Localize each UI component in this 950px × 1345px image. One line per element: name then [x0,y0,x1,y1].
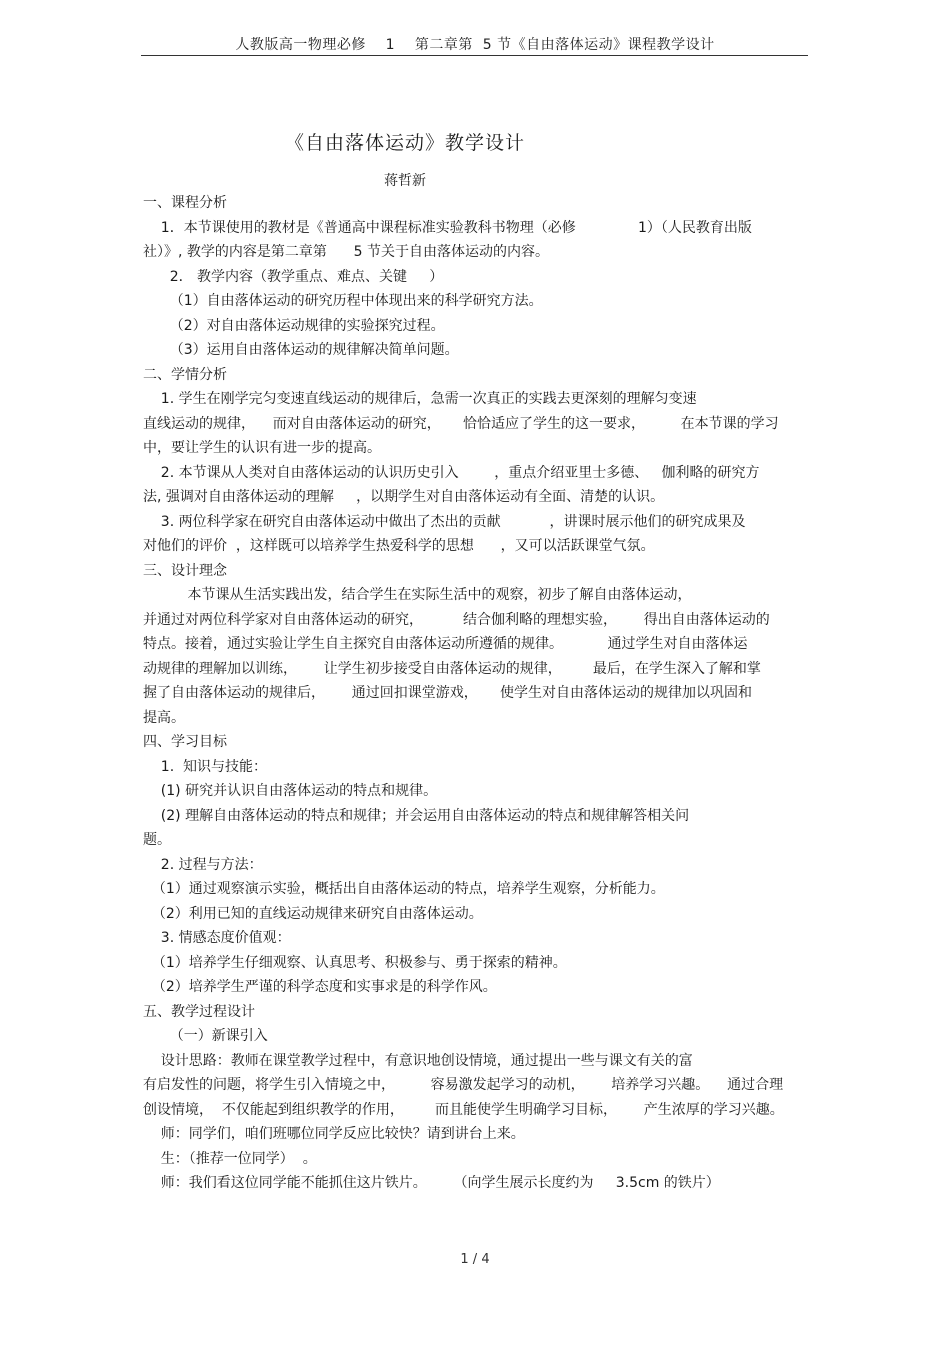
body-line: （2）对自由落体运动规律的实验探究过程。 [143,317,445,334]
body-line: （1）自由落体运动的研究历程中体现出来的科学研究方法。 [143,293,543,309]
body-line: 师：我们看这位同学能不能抓住这片铁片。 （向学生展示长度约为 3.5cm 的铁片） [143,1175,720,1191]
body-line: 2． 教学内容（教学重点、难点、关键 ） [143,268,444,285]
body-line: 对他们的评价 ，这样既可以培养学生热爱科学的思想 ，又可以活跃课堂气氛。 [143,538,655,554]
body-line: 动规律的理解加以训练， 让学生初步接受自由落体运动的规律， 最后，在学生深入了解和掌 [143,660,761,677]
body-line: （1）通过观察演示实验，概括出自由落体运动的特点，培养学生观察，分析能力。 [143,881,665,897]
body-line: 3. 情感态度价值观： [143,930,291,946]
body-line: 中，要让学生的认识有进一步的提高。 [143,440,381,456]
body-line: 2. 过程与方法： [143,856,263,873]
body-line: 2. 本节课从人类对自由落体运动的认识历史引入 ，重点介绍亚里士多德、 伽利略的研究方 [143,464,760,481]
body-line: （2）培养学生严谨的科学态度和实事求是的科学作风。 [143,979,497,995]
author-name: 蒋哲新 [384,173,426,189]
body-line: 并通过对两位科学家对自由落体运动的研究， 结合伽利略的理想实验， 得出自由落体运动的 [143,611,770,628]
body-line: 1. 学生在刚学完匀变速直线运动的规律后，急需一次真正的实践去更深刻的理解匀变速 [143,391,697,407]
body-line: 有启发性的问题，将学生引入情境之中， 容易激发起学习的动机， 培养学习兴趣。 通过合理 [143,1077,784,1093]
header-rule [141,55,808,56]
body-line: （3）运用自由落体运动的规律解决简单问题。 [143,342,459,358]
body-line: 创设情境， 不仅能起到组织教学的作用， 而且能使学生明确学习目标， 产生浓厚的学习兴趣。 [143,1101,784,1118]
body-line: 直线运动的规律， 而对自由落体运动的研究， 恰恰适应了学生的这一要求， 在本节课的学习 [143,415,779,432]
body-line: 四、学习目标 [143,734,227,750]
body-line: 二、学情分析 [143,366,227,383]
body-line: (1) 研究并认识自由落体运动的特点和规律。 [143,783,438,799]
body-line: 握了自由落体运动的规律后， 通过回扣课堂游戏， 使学生对自由落体运动的规律加以巩固和 [143,685,752,701]
body-line: 题。 [143,832,171,848]
body-line: 1．本节课使用的教材是《普通高中课程标准实验教科书物理（必修 1）（人民教育出版 [143,219,752,236]
body-line: 提高。 [143,709,185,726]
body-line: 法, 强调对自由落体运动的理解 ，以期学生对自由落体运动有全面、清楚的认识。 [143,489,665,505]
body-line: (2) 理解自由落体运动的特点和规律；并会运用自由落体运动的特点和规律解答相关问 [143,807,690,824]
body-line: 1. 知识与技能： [143,758,268,775]
body-line: 一、课程分析 [143,195,227,211]
body-line: 3. 两位科学家在研究自由落体运动中做出了杰出的贡献 ，讲课时展示他们的研究成果及 [143,513,746,530]
body-line: （2）利用已知的直线运动规律来研究自由落体运动。 [143,905,483,922]
body-line: 五、教学过程设计 [143,1003,255,1020]
page-header: 人教版高一物理必修 1 第二章第 5 节《自由落体运动》课程教学设计 [235,37,715,53]
body-line: 社）》, 教学的内容是第二章第 5 节关于自由落体运动的内容。 [143,244,549,260]
body-line: （一）新课引入 [143,1028,268,1044]
body-line: 特点。接着，通过实验让学生自主探究自由落体运动所遵循的规律。 通过学生对自由落体运 [143,636,748,652]
body-line: 本节课从生活实践出发，结合学生在实际生活中的观察，初步了解自由落体运动， [143,587,692,603]
document-title: 《自由落体运动》教学设计 [284,132,525,154]
body-line: 设计思路：教师在课堂教学过程中，有意识地创设情境，通过提出一些与课文有关的富 [143,1052,693,1069]
body-line: 三、设计理念 [143,562,227,579]
page-number: 1 / 4 [460,1252,490,1267]
body-line: 生：（推荐一位同学） 。 [143,1150,317,1167]
body-line: （1）培养学生仔细观察、认真思考、积极参与、勇于探索的精神。 [143,954,567,971]
body-line: 师：同学们，咱们班哪位同学反应比较快？请到讲台上来。 [143,1126,525,1142]
